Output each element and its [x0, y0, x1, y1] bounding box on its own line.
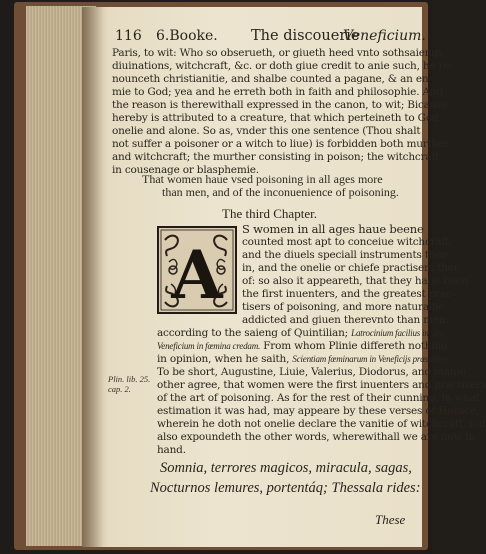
text-line: in cousenage or blasphemie. — [112, 164, 259, 176]
text-line: S women in all ages haue beene — [242, 222, 424, 236]
text-line: and the diuels speciall instruments ther- — [242, 249, 450, 261]
text-line: the reason is therewithall expressed in the canon, to wit; Bicause — [112, 99, 448, 111]
text-line: nounceth christianitie, and shalbe counted a pagane, & an en- — [112, 73, 432, 85]
verse-line: Nocturnos lemures, portentáq; Thessala rides: — [150, 480, 421, 496]
text-line — [157, 353, 450, 366]
latin-quote: Scientiam fœminarum in Veneficijs præualere. — [292, 354, 450, 364]
text-span: according to the saieng of Quintilian; — [157, 327, 349, 339]
text-line: To be short, Augustine, Liuie, Valerius, Diodorus, and manie — [157, 366, 466, 378]
text-line: mie to God; yea and he erreth both in faith and philosophie. And — [112, 86, 443, 98]
latin-quote: Latrocinium facilius in viro, — [351, 328, 447, 338]
text-line: of the art of poisoning. As for the rest of their cunning, in what — [157, 392, 481, 404]
catchword: These — [375, 512, 406, 527]
text-line: the first inuenters, and the greatest prac- — [242, 288, 456, 300]
text-line — [157, 327, 446, 340]
header-title: The discouerie — [251, 28, 360, 44]
text-line: and witchcraft; the murther consisting in poison; the witchcraft — [112, 151, 440, 163]
text-line: tisers of poisoning, and more naturallie — [242, 301, 445, 313]
text-span: in opinion, when he saith, — [157, 353, 290, 365]
page-number: 116 — [115, 28, 142, 44]
text-line: diuinations, witchcraft, &c. or doth giue credit to anie such, he re- — [112, 60, 453, 72]
text-line: also expoundeth the other words, wherewithall we are now in — [157, 431, 476, 443]
text-line: addicted and giuen therevnto than men: — [242, 314, 449, 326]
text-line: estimation it was had, may appeare by these verses of Horace, — [157, 405, 480, 417]
text-line: counted most apt to conceiue witchcraft, — [242, 236, 453, 248]
chapter-heading-line: That women haue vsed poisoning in all ages more — [142, 172, 383, 186]
text-span: From whom Plinie differeth nothing — [263, 340, 448, 352]
chapter-heading-line: than men, and of the inconuenience of poisoning. — [162, 185, 399, 199]
page-gutter-shadow — [82, 7, 104, 547]
latin-quote: Veneficium in fœmina credam. — [157, 341, 261, 351]
running-head: Veneficium. — [343, 28, 426, 44]
chapter-title: The third Chapter. — [222, 206, 317, 221]
text-line: hereby is attributed to a creature, that which perteineth to God — [112, 112, 439, 124]
text-line: not suffer a poisoner or a witch to liue) is forbidden both murther — [112, 138, 450, 150]
text-line: Paris, to wit: Who so obserueth, or giueth heed vnto sothsaiengs, — [112, 47, 447, 59]
margin-note-line: Plin. lib. 25. — [108, 374, 151, 384]
text-line: in, and the onelie or chiefe practisers ther- — [242, 262, 462, 274]
verse-line: Somnia, terrores magicos, miracula, sagas, — [160, 460, 412, 476]
text-line: onelie and alone. So as, vnder this one sentence (Thou shalt — [112, 125, 421, 137]
margin-note — [108, 374, 152, 394]
text-line: wherein he doth not onelie declare the vanitie of witchcraft, but — [157, 418, 486, 430]
initial-letter: A — [171, 236, 223, 314]
text-line — [157, 340, 448, 353]
text-line: of: so also it appeareth, that they haue been — [242, 275, 469, 287]
margin-note-line: cap. 2. — [108, 384, 131, 394]
book-label: 6.Booke. — [156, 28, 218, 44]
decorated-initial — [157, 226, 237, 314]
text-line: other agree, that women were the first inuenters and practisers — [157, 379, 486, 391]
text-line: hand. — [157, 444, 186, 456]
